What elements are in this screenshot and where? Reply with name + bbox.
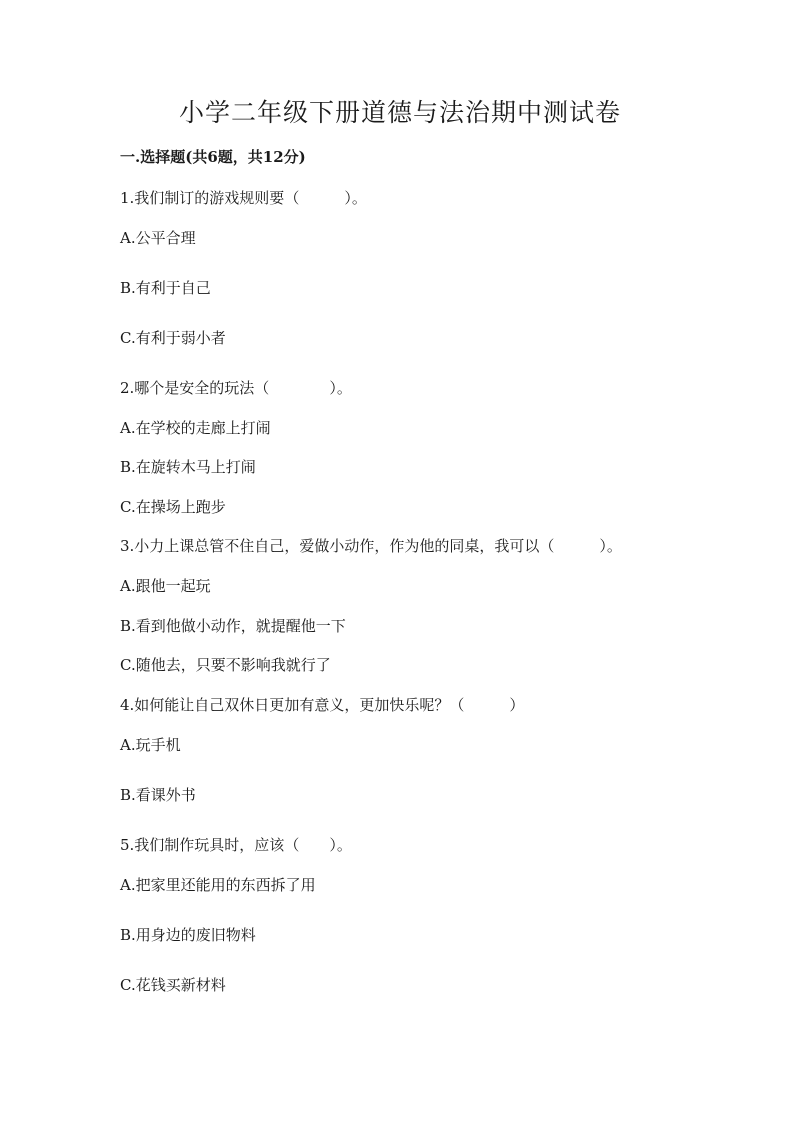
question-5-option-b: B.用身边的废旧物料 bbox=[120, 926, 256, 944]
question-5-stem: 5.我们制作玩具时，应该（ ）。 bbox=[120, 836, 352, 854]
question-4-stem: 4.如何能让自己双休日更加有意义，更加快乐呢？（ ） bbox=[120, 696, 525, 714]
section-heading: 一.选择题(共6题，共12分) bbox=[120, 148, 306, 166]
question-3-option-a: A.跟他一起玩 bbox=[120, 577, 211, 595]
question-3-option-b: B.看到他做小动作，就提醒他一下 bbox=[120, 617, 346, 635]
question-1-stem: 1.我们制订的游戏规则要（ ）。 bbox=[120, 189, 367, 207]
page-title: 小学二年级下册道德与法治期中测试卷 bbox=[178, 98, 621, 127]
question-1-option-a: A.公平合理 bbox=[120, 229, 196, 247]
question-5-option-a: A.把家里还能用的东西拆了用 bbox=[120, 876, 316, 894]
question-2-option-a: A.在学校的走廊上打闹 bbox=[120, 419, 271, 437]
question-5-option-c: C.花钱买新材料 bbox=[120, 976, 226, 994]
question-1-option-b: B.有利于自己 bbox=[120, 279, 211, 297]
question-4-option-b: B.看课外书 bbox=[120, 786, 196, 804]
question-2-option-c: C.在操场上跑步 bbox=[120, 498, 226, 516]
question-3-stem: 3.小力上课总管不住自己，爱做小动作，作为他的同桌，我可以（ ）。 bbox=[120, 537, 622, 555]
question-2-stem: 2.哪个是安全的玩法（ ）。 bbox=[120, 379, 352, 397]
question-1-option-c: C.有利于弱小者 bbox=[120, 329, 226, 347]
question-2-option-b: B.在旋转木马上打闹 bbox=[120, 458, 256, 476]
question-4-option-a: A.玩手机 bbox=[120, 736, 181, 754]
question-3-option-c: C.随他去，只要不影响我就行了 bbox=[120, 656, 331, 674]
